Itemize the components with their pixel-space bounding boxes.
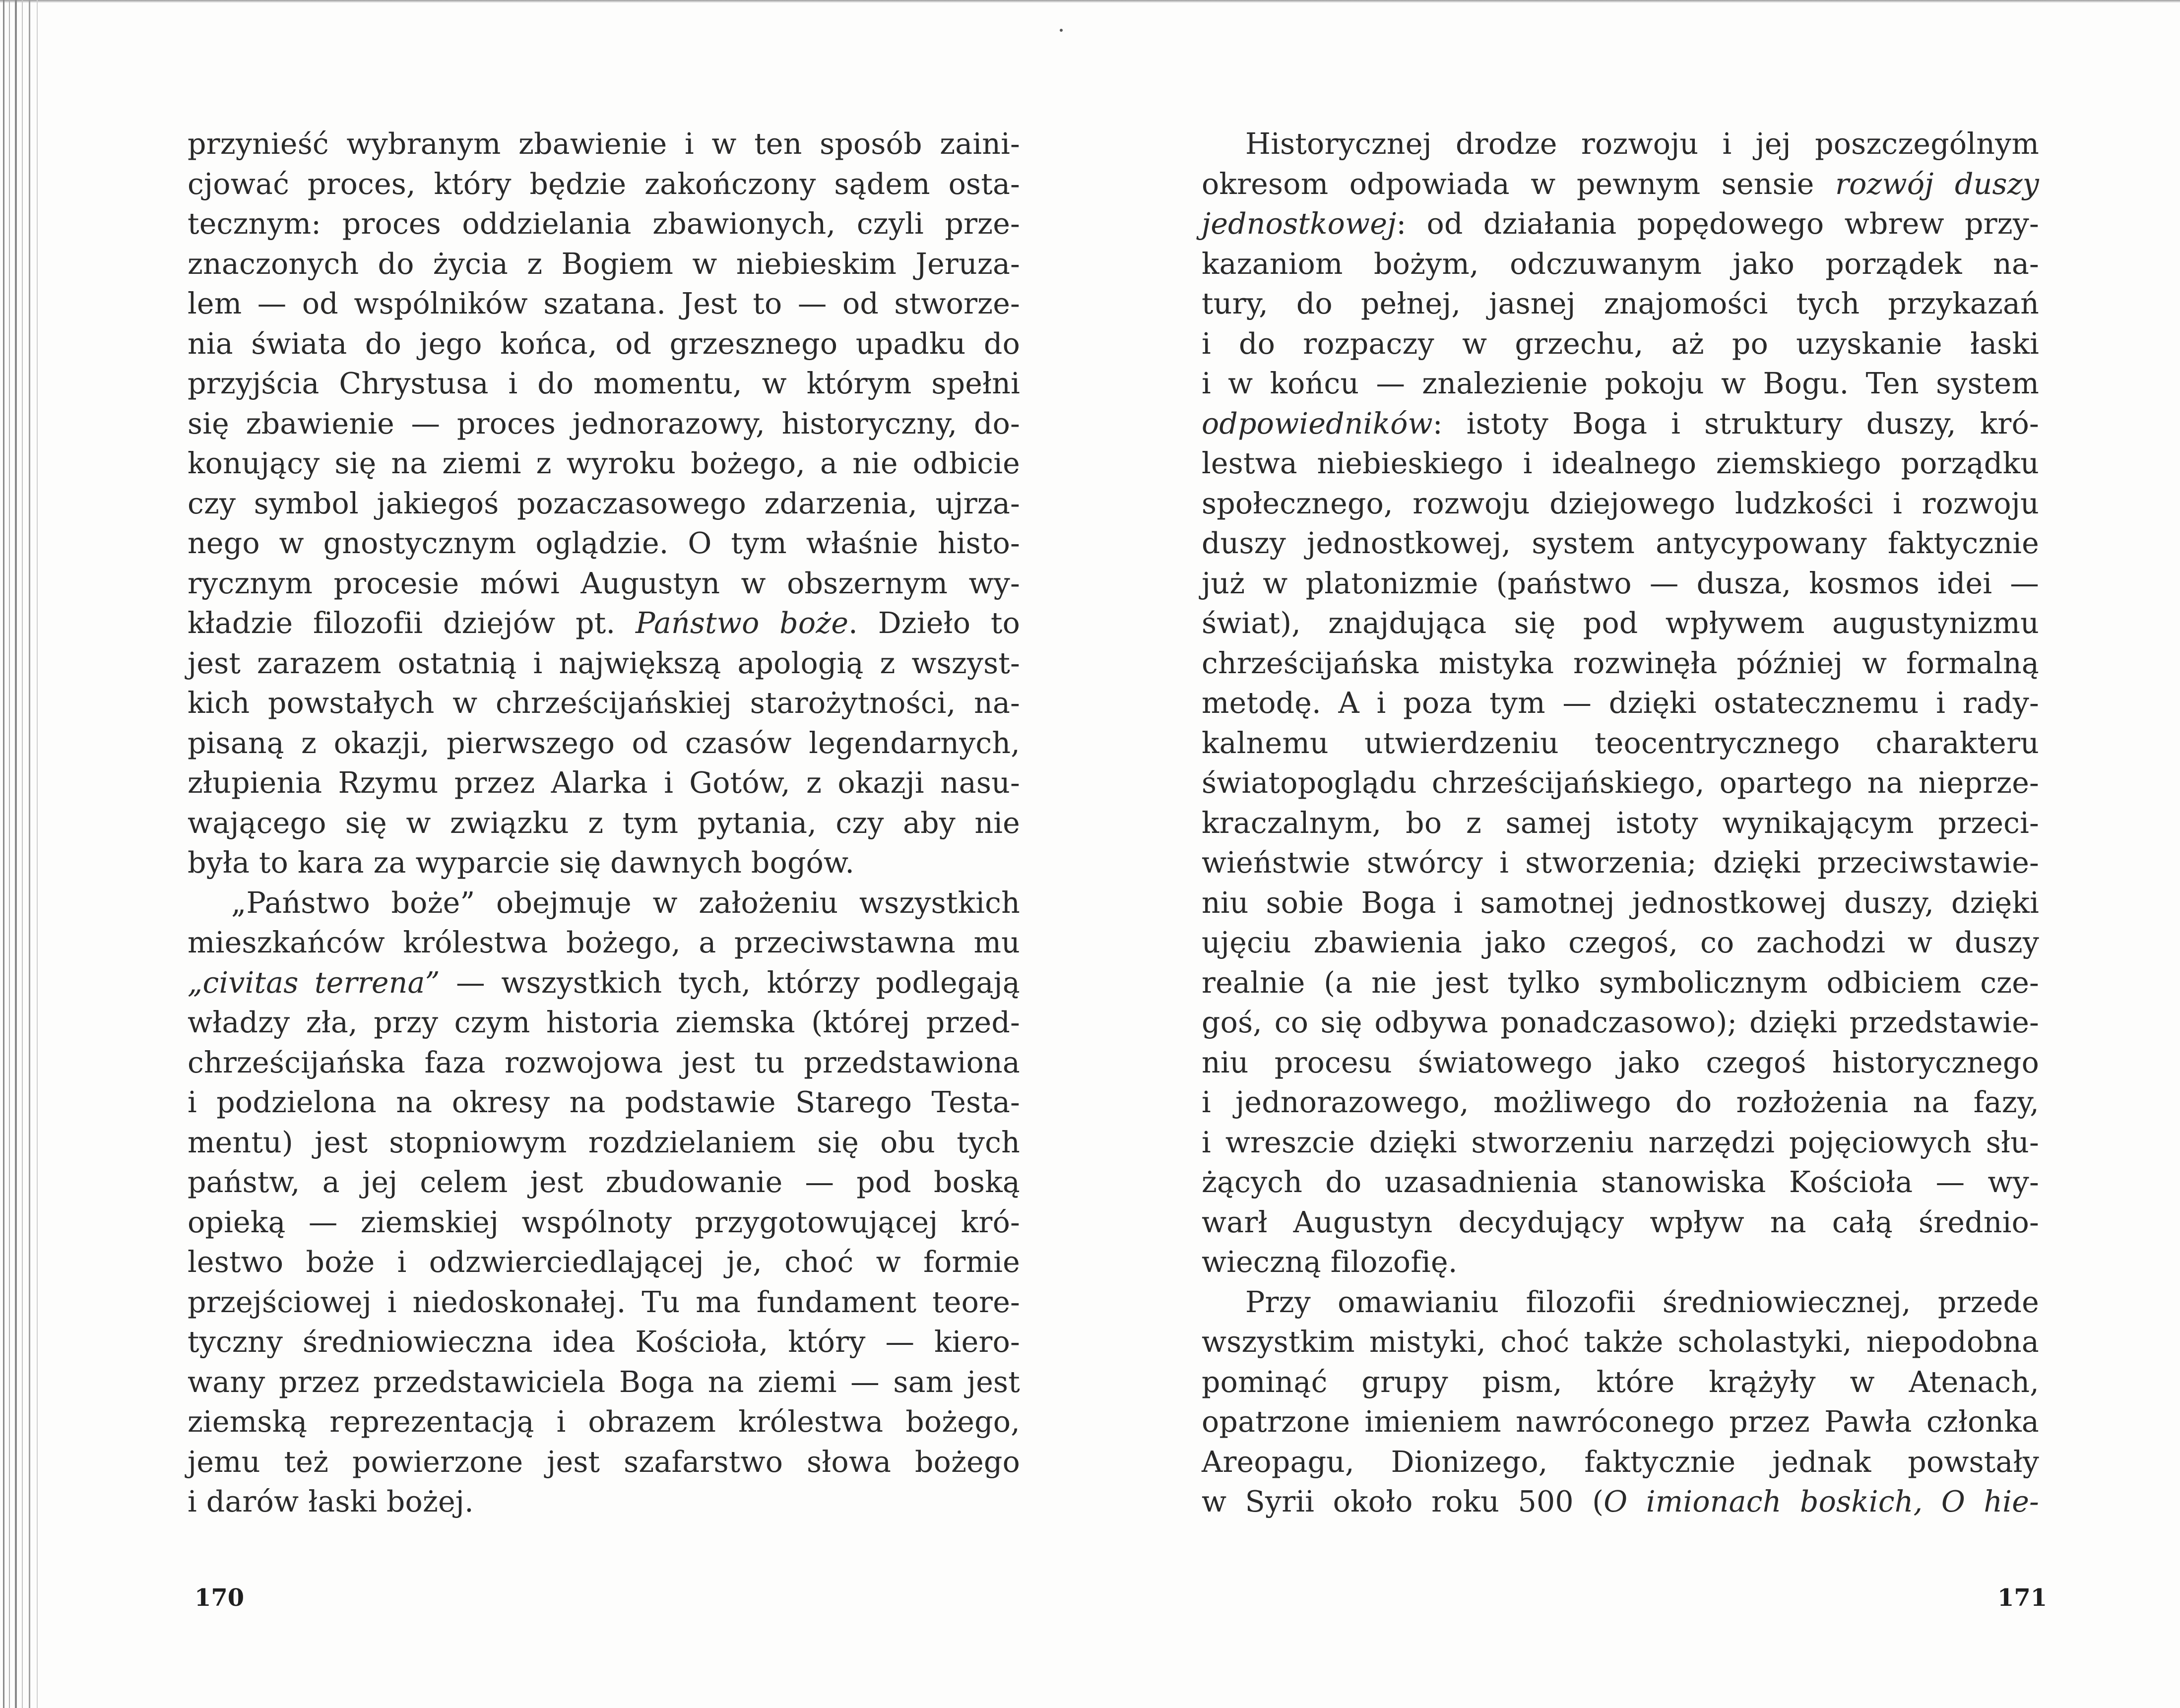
text-line: kazaniom bożym, odczuwanym jako porządek na- [1202,247,2039,281]
text-line: tyczny średniowieczna idea Kościoła, który — kiero- [188,1325,1020,1359]
text-line: kich powstałych w chrześcijańskiej starożytności, na- [188,686,1020,720]
right-page-number: 171 [1997,1584,2048,1612]
text-line: lestwa niebieskiego i idealnego ziemskiego porządku [1202,446,2039,480]
text-line: wieczną filozofię. [1202,1245,1458,1279]
text-line: Historycznej drodze rozwoju i jej poszczególnym [1245,127,2039,161]
text-line: mieszkańców królestwa bożego, a przeciwstawna mu [188,926,1020,959]
text-line: nia świata do jego końca, od grzesznego upadku do [188,326,1020,361]
left-page-text [188,124,1020,1522]
text-line: znaczonych do życia z Bogiem w niebieskim Jeruza- [188,247,1020,281]
text-line: była to kara za wyparcie się dawnych bogów. [188,846,855,880]
text-line: i darów łaski bożej. [188,1485,474,1518]
text-line: tury, do pełnej, jasnej znajomości tych przykazań [1202,287,2039,320]
text-line: opieką — ziemskiej wspólnoty przygotowującej kró- [188,1205,1020,1239]
text-line: i do rozpaczy w grzechu, aż po uzyskanie łaski [1202,326,2039,361]
text-line: kraczalnym, bo z samej istoty wynikającym przeci- [1202,806,2039,840]
text-line: czy symbol jakiegoś pozaczasowego zdarzenia, ujrza- [188,486,1020,520]
text-line: kalnemu utwierdzeniu teocentrycznego charakteru [1202,726,2039,760]
text-line: pisaną z okazji, pierwszego od czasów legendarnych, [188,726,1020,760]
text-line: jest zarazem ostatnią i największą apologią z wszyst- [188,646,1020,680]
text-line: goś, co się odbywa ponadczasowo); dzięki przedstawie- [1202,1006,2039,1039]
text-line: chrześcijańska mistyka rozwinęła później w formalną [1202,646,2039,680]
text-line: tecznym: proces oddzielania zbawionych, czyli prze- [188,207,1020,241]
text-line: społecznego, rozwoju dziejowego ludzkości i rozwoju [1202,486,2039,520]
text-line: władzy zła, przy czym historia ziemska (której przed- [188,1006,1020,1039]
text-line: się zbawienie — proces jednorazowy, historyczny, do- [188,406,1020,441]
text-line: i podzielona na okresy na podstawie Starego Testa- [188,1085,1020,1119]
text-line: warł Augustyn decydujący wpływ na całą średnio- [1202,1205,2039,1239]
text-line: konujący się na ziemi z wyroku bożego, a nie odbicie [188,446,1020,480]
text-line: już w platonizmie (państwo — dusza, kosmos idei — [1202,566,2039,600]
text-line: przynieść wybranym zbawienie i w ten sposób zaini- [188,127,1020,161]
text-line: ujęciu zbawienia jako czegoś, co zachodzi w duszy [1202,926,2039,959]
text-line: niu sobie Boga i samotnej jednostkowej duszy, dzięki [1202,886,2039,920]
text-line: światopoglądu chrześcijańskiego, opartego na nieprze- [1202,766,2039,800]
text-line: pominąć grupy pism, które krążyły w Atenach, [1202,1365,2039,1399]
left-page-number: 170 [194,1584,245,1612]
scan-binding-edge [0,0,55,1708]
text-line: niu procesu światowego jako czegoś historycznego [1202,1045,2039,1079]
text-line: żących do uzasadnienia stanowiska Kościoła — wy- [1202,1165,2039,1199]
text-line: przejściowej i niedoskonałej. Tu ma fundament teore- [188,1285,1020,1319]
text-line: i jednorazowego, możliwego do rozłożenia na fazy, [1202,1085,2039,1119]
text-line: wieństwie stwórcy i stworzenia; dzięki przeciwstawie- [1202,846,2039,880]
text-line: realnie (a nie jest tylko symbolicznym odbiciem cze- [1202,965,2039,1000]
text-line: ziemską reprezentacją i obrazem królestwa bożego, [188,1405,1020,1439]
text-line: mentu) jest stopniowym rozdzielaniem się obu tych [188,1125,1020,1159]
text-line: lem — od wspólników szatana. Jest to — od stworze- [188,287,1020,320]
text-line: opatrzone imieniem nawróconego przez Pawła członka [1202,1405,2039,1439]
text-line: i wreszcie dzięki stworzeniu narzędzi pojęciowych słu- [1202,1125,2039,1159]
scan-top-edge [0,0,2180,3]
text-line: Przy omawianiu filozofii średniowiecznej, przede [1245,1285,2039,1319]
text-line: i w końcu — znalezienie pokoju w Bogu. Ten system [1202,367,2039,400]
text-line: wszystkim mistyki, choć także scholastyki, niepodobna [1202,1325,2039,1359]
text-line: wającego się w związku z tym pytania, czy aby nie [188,806,1020,840]
text-line: odpowiedników: istoty Boga i struktury duszy, kró- [1202,406,2039,441]
text-line: złupienia Rzymu przez Alarka i Gotów, z okazji nasu- [188,766,1020,800]
text-line: jednostkowej: od działania popędowego wbrew przy- [1202,207,2039,241]
scan-speck [1060,29,1063,32]
text-line: duszy jednostkowej, system antycypowany faktycznie [1202,526,2039,560]
text-line: przyjścia Chrystusa i do momentu, w którym spełni [188,367,1020,400]
text-line: nego w gnostycznym oglądzie. O tym właśnie histo- [188,526,1020,560]
text-line: metodę. A i poza tym — dzięki ostatecznemu i rady- [1202,686,2039,720]
text-line: „Państwo boże” obejmuje w założeniu wszystkich [231,886,1020,920]
text-line: cjować proces, który będzie zakończony sądem osta- [188,167,1020,201]
text-line: świat), znajdująca się pod wpływem augustynizmu [1202,606,2039,640]
text-line: rycznym procesie mówi Augustyn w obszernym wy- [188,566,1020,600]
text-line: państw, a jej celem jest zbudowanie — pod boską [188,1165,1020,1199]
text-line: lestwo boże i odzwierciedlającej je, choć w formie [188,1245,1020,1279]
right-page-text [1202,124,2039,1522]
text-line: „civitas terrena” — wszystkich tych, którzy podlegają [188,965,1020,1000]
text-line: wany przez przedstawiciela Boga na ziemi — sam jest [188,1365,1020,1399]
text-line: w Syrii około roku 500 (O imionach boskich, O hie- [1202,1485,2040,1518]
text-line: chrześcijańska faza rozwojowa jest tu przedstawiona [188,1045,1020,1079]
text-line: kładzie filozofii dziejów pt. Państwo boże. Dzieło to [188,606,1020,640]
text-line: jemu też powierzone jest szafarstwo słowa bożego [188,1445,1020,1479]
text-line: Areopagu, Dionizego, faktycznie jednak powstały [1202,1445,2039,1479]
text-line: okresom odpowiada w pewnym sensie rozwój duszy [1202,167,2039,201]
